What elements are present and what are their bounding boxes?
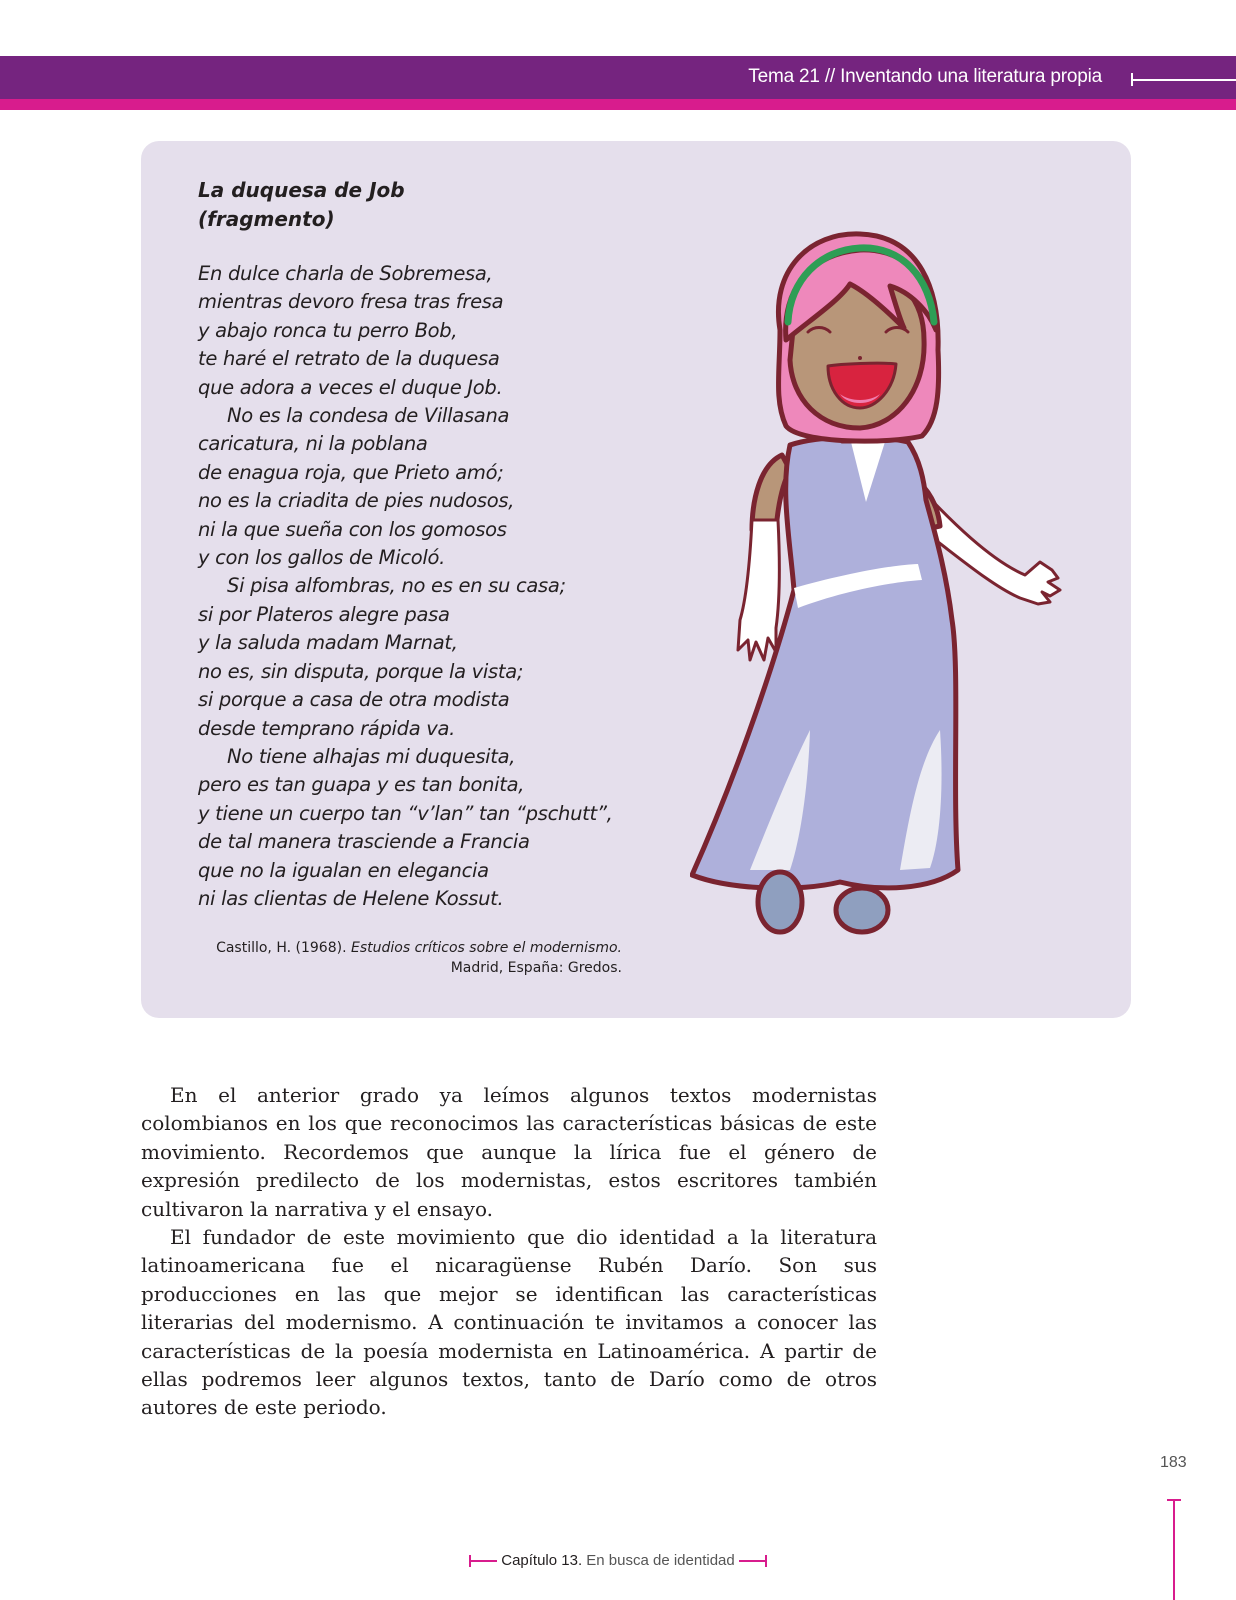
poem-line: caricatura, ni la poblana <box>198 432 428 456</box>
body-text <box>141 1081 877 1422</box>
poem-line: mientras devoro fresa tras fresa <box>198 290 504 314</box>
poem-title-main: La duquesa de Job <box>198 178 405 202</box>
footer-chapter: Capítulo 13. <box>501 1552 583 1569</box>
poem-line: si porque a casa de otra modista <box>198 688 510 712</box>
body-paragraph-2: El fundador de este movimiento que dio identidad a la literatura latinoamericana fue el nicaragüense Rubén Darío. Son sus producciones en las que mejor se identifican las características literarias del modernismo. A continuación te invitamos a conocer las características de la poesía modernista en Latinoamérica. A partir de ellas podremos leer algunos textos, tanto de Darío como de otros autores de este periodo. <box>141 1225 877 1420</box>
poem-title <box>198 176 405 234</box>
footer <box>0 1552 1236 1569</box>
duchess-illustration <box>690 230 1090 960</box>
poem-title-sub: (fragmento) <box>198 207 335 231</box>
header-rule <box>1132 79 1236 81</box>
footer-rule-left <box>469 1560 497 1562</box>
poem-body <box>198 260 678 913</box>
poem-line: te haré el retrato de la duquesa <box>198 347 500 371</box>
body-paragraph-1: En el anterior grado ya leímos algunos textos modernistas colombianos en los que reconocimos las características básicas de este movimiento. Recordemos que aunque la lírica fue el género de expresión predilecto de los modernistas, estos escritores también cultivaron la narrativa y el ensayo. <box>141 1083 877 1221</box>
poem-line: y la saluda madam Marnat, <box>198 631 458 655</box>
poem-line: ni la que sueña con los gomosos <box>198 517 507 541</box>
poem-line: y con los gallos de Micoló. <box>198 546 446 570</box>
poem-line: y tiene un cuerpo tan “v’lan” tan “pschutt”, <box>198 801 613 825</box>
poem-line: No es la condesa de Villasana <box>227 404 510 428</box>
poem-line: si por Plateros alegre pasa <box>198 602 450 626</box>
citation-author: Castillo, H. (1968). <box>216 940 351 956</box>
poem-line: pero es tan guapa y es tan bonita, <box>198 773 525 797</box>
citation-book: Estudios críticos sobre el modernismo. <box>350 940 622 956</box>
poem-line: no es la criadita de pies nudosos, <box>198 489 515 513</box>
page-rule <box>1173 1500 1175 1600</box>
poem-citation <box>200 938 622 978</box>
citation-publisher: Madrid, España: Gredos. <box>450 960 622 976</box>
header-title: Tema 21 // Inventando una literatura propia <box>748 66 1102 87</box>
poem-line: ni las clientas de Helene Kossut. <box>198 886 504 910</box>
poem-line: no es, sin disputa, porque la vista; <box>198 659 524 683</box>
poem-line: y abajo ronca tu perro Bob, <box>198 318 458 342</box>
poem-line: No tiene alhajas mi duquesita, <box>227 744 516 768</box>
poem-line: de tal manera trasciende a Francia <box>198 830 530 854</box>
footer-rule-right <box>739 1560 767 1562</box>
poem-line: En dulce charla de Sobremesa, <box>198 262 493 285</box>
poem-line: de enagua roja, que Prieto amó; <box>198 460 504 484</box>
poem-line: desde temprano rápida va. <box>198 716 456 740</box>
footer-topic: En busca de identidad <box>582 1552 735 1569</box>
header-accent-stripe <box>0 99 1236 110</box>
poem-line: Si pisa alfombras, no es en su casa; <box>227 574 566 598</box>
page-number: 183 <box>1160 1454 1187 1471</box>
poem-line: que no la igualan en elegancia <box>198 858 489 882</box>
poem-line: que adora a veces el duque Job. <box>198 375 503 399</box>
